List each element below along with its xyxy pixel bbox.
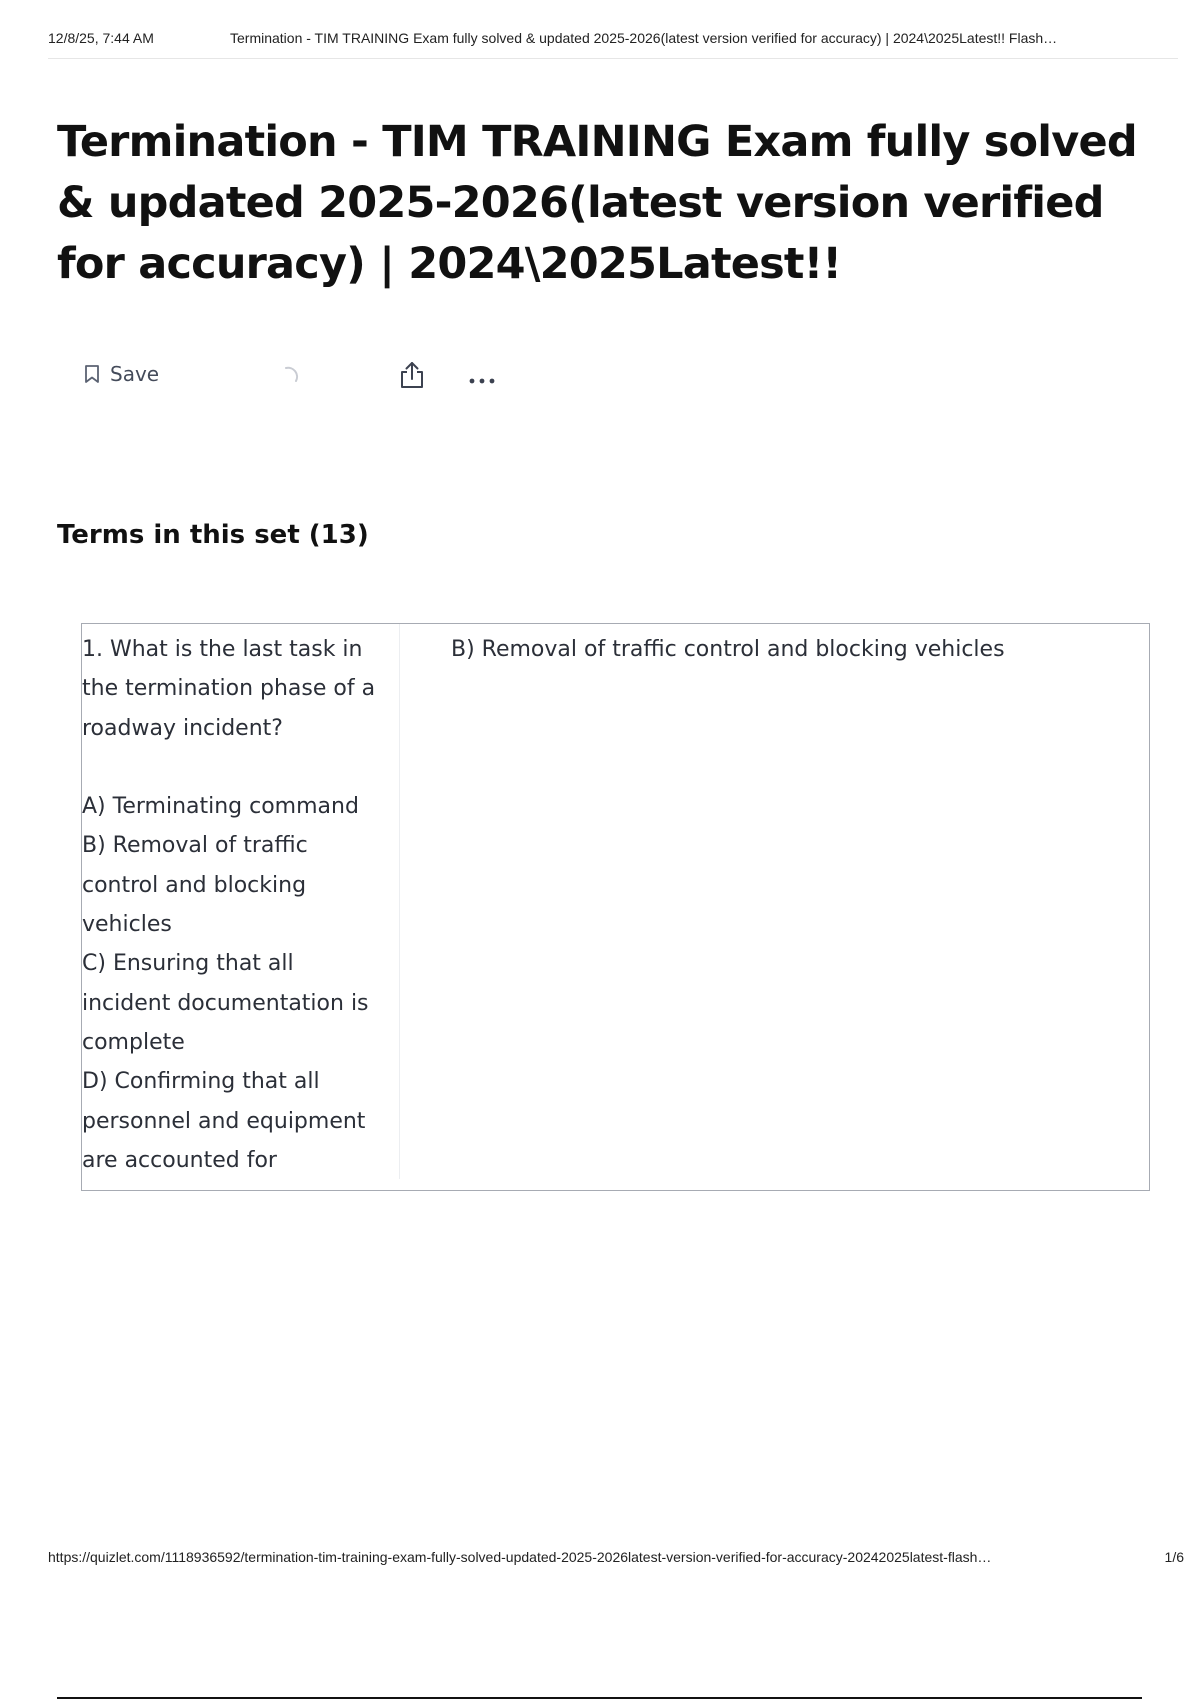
term-text: 1. What is the last task in the termination phase of a roadway incident? A) Terminating command B) Removal of traffic control and blocking vehicles C) Ensuring that all incident documentation is complete D) Confirming that all personnel and equipment are accounted for	[82, 624, 400, 1179]
print-page-title: Termination - TIM TRAINING Exam fully solved & updated 2025-2026(latest version verified for accuracy) | 2024\2025Latest!! Flash…	[230, 30, 1058, 46]
print-header	[48, 30, 1178, 59]
terms-section-title: Terms in this set (13)	[57, 520, 369, 550]
print-date: 12/8/25, 7:44 AM	[48, 30, 154, 46]
spinner-icon	[278, 364, 302, 393]
ellipsis-icon	[468, 372, 498, 389]
save-label: Save	[110, 362, 160, 386]
share-icon	[398, 377, 426, 394]
print-page-number: 1/6	[1164, 1549, 1184, 1565]
bookmark-icon	[84, 364, 100, 384]
bottom-rule	[57, 1697, 1142, 1699]
share-button[interactable]	[398, 360, 426, 395]
definition-text: B) Removal of traffic control and blocking vehicles	[451, 637, 1005, 662]
set-toolbar	[84, 360, 524, 392]
print-url: https://quizlet.com/1118936592/termination-tim-training-exam-fully-solved-updated-2025-2026latest-version-verified-for-accuracy-20242025latest-flash…	[48, 1549, 992, 1565]
save-button[interactable]	[84, 362, 159, 386]
page-title: Termination - TIM TRAINING Exam fully solved & updated 2025-2026(latest version verified for accuracy) | 2024\2025Latest!!	[57, 117, 1137, 289]
more-options-button[interactable]	[468, 372, 498, 390]
print-footer	[48, 1549, 1184, 1571]
term-card	[81, 623, 1150, 1191]
